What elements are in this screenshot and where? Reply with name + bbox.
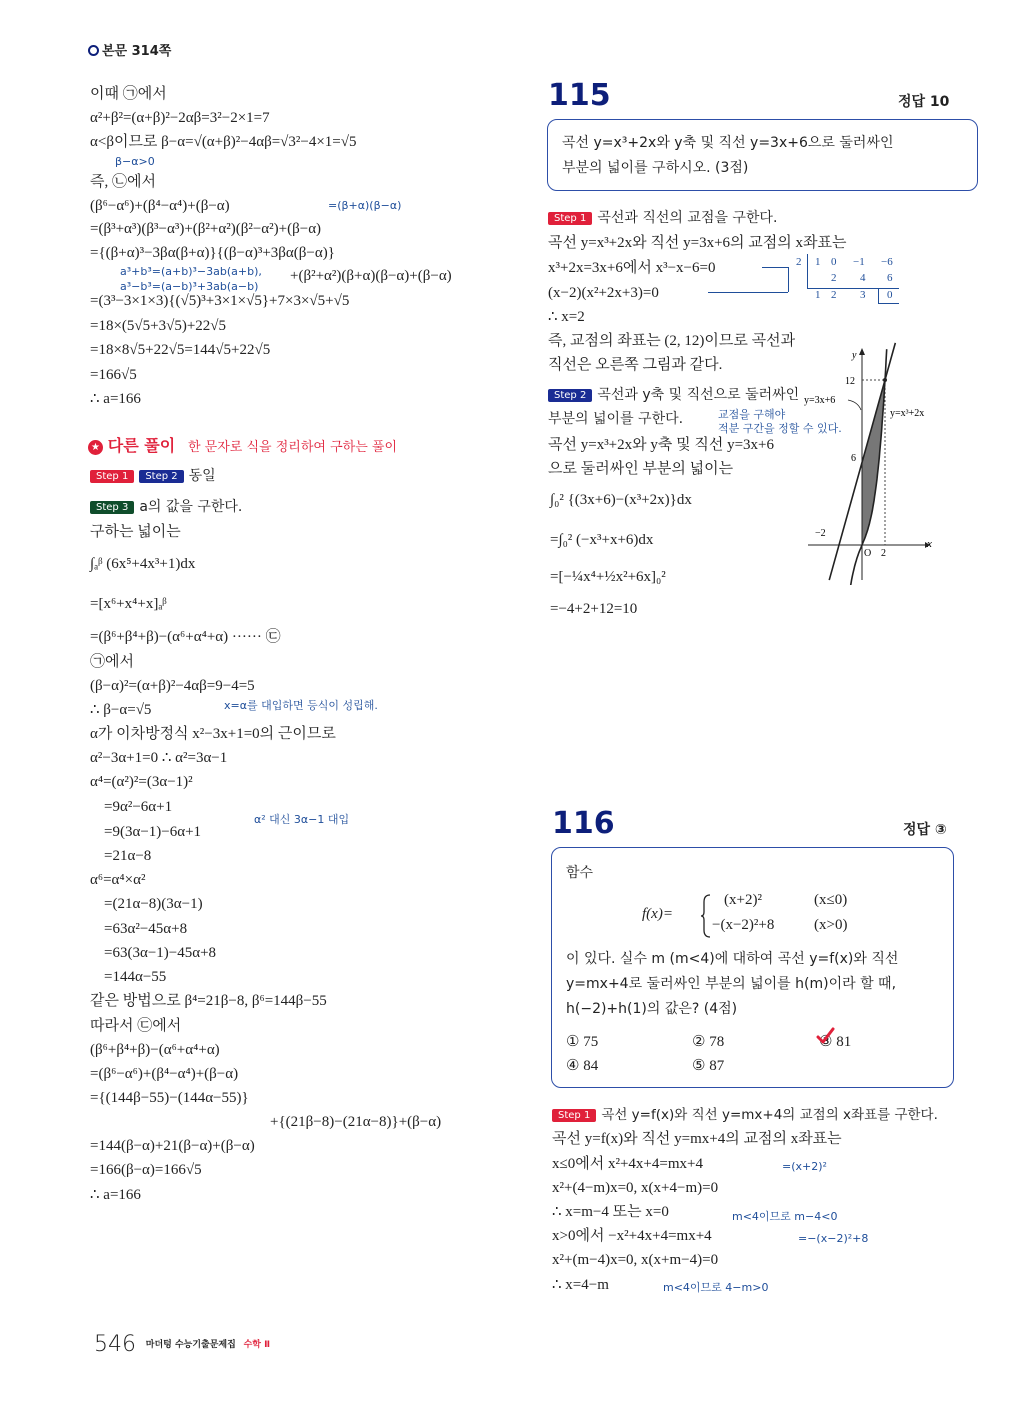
step1-row-115 xyxy=(548,207,777,227)
math-line: 곡선 y=x³+2x와 y축 및 직선 y=3x+6 xyxy=(548,437,775,453)
question-line: 이 있다. 실수 m (m<4)에 대하여 곡선 y=f(x)와 직선 xyxy=(566,951,899,967)
math-line: 곡선 y=f(x)와 직선 y=mx+4의 교점의 x좌표는 xyxy=(552,1131,842,1147)
note-case1: =(x+2)² xyxy=(782,1160,827,1173)
alt-step3-row xyxy=(90,496,242,516)
math-line: 곡선 y=x³+2x와 직선 y=3x+6의 교점의 x좌표는 xyxy=(548,235,847,251)
math-line: =9(3α−1)−6α+1 xyxy=(104,824,202,840)
step2-row-115 xyxy=(548,384,799,404)
math-line: ∫₀² {(3x+6)−(x³+2x)}dx xyxy=(550,492,692,508)
star-circle-icon: ★ xyxy=(88,440,103,455)
math-line: ={(β+α)³−3βα(β+α)}{(β−α)³+3βα(β−α)} xyxy=(90,245,335,261)
math-line: 즉, ㉡에서 xyxy=(90,174,156,190)
note-substitute: x=α를 대입하면 등식이 성립해. xyxy=(224,699,378,712)
coef: −1 xyxy=(853,256,865,268)
x2-label: 2 xyxy=(881,548,886,559)
intro: 함수 xyxy=(566,865,594,881)
step1-row-116 xyxy=(552,1103,938,1123)
book-title: 마더텅 수능기출문제집 xyxy=(145,1340,236,1350)
x-label: x xyxy=(927,538,932,550)
graph-115 xyxy=(800,340,960,585)
math-line: +{(21β−8)−(21α−8)}+(β−α) xyxy=(270,1114,442,1130)
problem-number-116: 116 xyxy=(552,806,615,841)
math-line: =9α²−6α+1 xyxy=(104,799,173,815)
math-line: 따라서 ㉢에서 xyxy=(90,1018,182,1034)
coef: 1 xyxy=(815,289,821,301)
choice-5[interactable]: ⑤ 87 xyxy=(692,1058,725,1074)
question-line: 곡선 y=x³+2x와 y축 및 직선 y=3x+6으로 둘러싸인 xyxy=(562,135,894,151)
coef: 1 xyxy=(815,256,821,268)
step1-badge: Step 1 xyxy=(552,1109,596,1122)
arrow-line xyxy=(788,267,789,292)
math-line: α²−3α+1=0 ∴ α²=3α−1 xyxy=(90,750,228,766)
math-line: =63(3α−1)−45α+8 xyxy=(104,945,217,961)
case1: (x+2)² xyxy=(724,892,762,908)
math-line: ∫ₐᵝ (6x⁵+4x³+1)dx xyxy=(90,556,196,572)
choice-3-selected[interactable]: ③ 81 xyxy=(819,1034,852,1050)
checkmark-icon xyxy=(815,1026,835,1046)
same-text: 동일 xyxy=(188,468,216,484)
question-line: y=mx+4로 둘러싸인 부분의 넓이를 h(m)이라 할 때, xyxy=(566,976,897,992)
math-line: =18×(5√5+3√5)+22√5 xyxy=(90,318,227,334)
subject: 수학 Ⅱ xyxy=(243,1340,271,1350)
coef: 3 xyxy=(860,289,866,301)
math-line: α⁶=α⁴×α² xyxy=(90,872,146,888)
curve-label: y=x³+2x xyxy=(890,408,925,419)
page-number: 546 xyxy=(94,1332,136,1357)
coef: −6 xyxy=(881,256,893,268)
math-line: ∴ a=166 xyxy=(90,1187,141,1203)
math-line: =144α−55 xyxy=(104,969,167,985)
cond2: (x>0) xyxy=(814,917,848,933)
math-line: x≤0에서 x²+4x+4=mx+4 xyxy=(552,1156,703,1172)
math-line: 직선은 오른쪽 그림과 같다. xyxy=(548,357,723,373)
question-line: 부분의 넓이를 구하시오. (3점) xyxy=(562,160,749,176)
coef: 2 xyxy=(831,272,837,284)
answer-116: 정답 ③ xyxy=(903,822,947,838)
arrow-line xyxy=(708,292,788,293)
step1-badge: Step 1 xyxy=(548,212,592,225)
synthetic-division xyxy=(793,254,903,304)
circle-bullet-icon xyxy=(88,45,99,56)
question-line: h(−2)+h(1)의 값은? (4점) xyxy=(566,1001,738,1017)
note-intersection: 교점을 구해야 xyxy=(718,408,786,421)
fx-label: f(x)= xyxy=(642,906,673,922)
y12-label: 12 xyxy=(845,376,855,387)
math-line: 같은 방법으로 β⁴=21β−8, β⁶=144β−55 xyxy=(90,993,327,1009)
step2-text-cont: 부분의 넓이를 구한다. xyxy=(548,411,684,427)
choice-1[interactable]: ① 75 xyxy=(566,1034,599,1050)
coef: 2 xyxy=(831,289,837,301)
alt-solution-subtitle: 한 문자로 식을 정리하여 구하는 풀이 xyxy=(187,440,398,455)
step1-text: 곡선 y=f(x)와 직선 y=mx+4의 교점의 x좌표를 구한다. xyxy=(601,1107,938,1123)
note-case2: =−(x−2)²+8 xyxy=(798,1232,869,1245)
step3-badge: Step 3 xyxy=(90,501,134,514)
math-line: =144(β−α)+21(β−α)+(β−α) xyxy=(90,1138,255,1154)
y6-label: 6 xyxy=(851,453,856,464)
math-line: 이때 ㉠에서 xyxy=(90,86,167,102)
y-label: y xyxy=(852,350,857,361)
footer xyxy=(94,1332,270,1357)
math-line: (β⁶+β⁴+β)−(α⁶+α⁴+α) xyxy=(90,1042,220,1058)
math-line: x²+(m−4)x=0, x(x+m−4)=0 xyxy=(552,1252,719,1268)
math-line: ={(144β−55)−(144α−55)} xyxy=(90,1090,249,1106)
note-m-minus-4: m<4이므로 m−4<0 xyxy=(732,1210,838,1223)
math-line: ∴ β−α=√5 xyxy=(90,702,152,718)
shaded-region xyxy=(862,380,885,544)
note-factor: =(β+α)(β−α) xyxy=(328,199,402,212)
problem-box-116 xyxy=(551,847,954,1088)
coef: 6 xyxy=(887,272,893,284)
case2: −(x−2)²+8 xyxy=(712,917,775,933)
math-line: =(β⁶+β⁴+β)−(α⁶+α⁴+α) ······ ㉢ xyxy=(90,629,281,645)
math-line: =166(β−α)=166√5 xyxy=(90,1162,202,1178)
note-replace: α² 대신 3α−1 대입 xyxy=(254,813,350,826)
alt-solution-header xyxy=(88,433,397,456)
line-label: y=3x+6 xyxy=(804,395,836,406)
problem-box-115 xyxy=(547,119,978,191)
math-line: =(21α−8)(3α−1) xyxy=(104,896,203,912)
math-line: ∴ a=166 xyxy=(90,391,141,407)
math-line: +(β²+α²)(β+α)(β−α)+(β−α) xyxy=(290,268,452,284)
coef: 4 xyxy=(860,272,866,284)
page-reference xyxy=(88,40,171,59)
math-line: ㉠에서 xyxy=(90,654,134,670)
brace-icon xyxy=(700,894,712,938)
remainder: 0 xyxy=(887,289,893,301)
math-line: α²+β²=(α+β)²−2αβ=3²−2×1=7 xyxy=(90,110,270,126)
step2-badge: Step 2 xyxy=(548,389,592,402)
note-4-minus-m: m<4이므로 4−m>0 xyxy=(663,1281,769,1294)
divisor: 2 xyxy=(796,256,802,268)
step2-badge: Step 2 xyxy=(139,470,183,483)
choice-4[interactable]: ④ 84 xyxy=(566,1058,599,1074)
math-line: ∴ x=4−m xyxy=(552,1277,609,1293)
origin-label: O xyxy=(864,548,872,559)
xm2-label: −2 xyxy=(815,528,826,539)
note-cube-sum: a³+b³=(a+b)³−3ab(a+b), xyxy=(120,265,262,278)
math-line: =63α²−45α+8 xyxy=(104,921,188,937)
math-line: =21α−8 xyxy=(104,848,152,864)
label-leader xyxy=(848,400,861,410)
math-line: =166√5 xyxy=(90,367,137,383)
intersection-point xyxy=(883,378,887,382)
math-line: =(β⁶−α⁶)+(β⁴−α⁴)+(β−α) xyxy=(90,1066,239,1082)
math-line: (x−2)(x²+2x+3)=0 xyxy=(548,285,659,301)
step1-text: 곡선과 직선의 교점을 구한다. xyxy=(597,210,778,226)
math-line: ∴ x=2 xyxy=(548,309,585,325)
math-line: α<β이므로 β−α=√(α+β)²−4αβ=√3²−4×1=√5 xyxy=(90,134,357,150)
math-line: x>0에서 −x²+4x+4=mx+4 xyxy=(552,1228,712,1244)
math-line: (β⁶−α⁶)+(β⁴−α⁴)+(β−α) xyxy=(90,198,230,214)
note-cube-diff: a³−b³=(a−b)³+3ab(a−b) xyxy=(120,280,259,293)
math-line: 구하는 넓이는 xyxy=(90,524,181,540)
note-beta-minus-alpha: β−α>0 xyxy=(115,155,155,168)
problem-number-115: 115 xyxy=(548,78,611,113)
step3-text: a의 값을 구한다. xyxy=(139,499,243,515)
math-line: =18×8√5+22√5=144√5+22√5 xyxy=(90,342,271,358)
alt-step12-row xyxy=(90,465,216,485)
math-line: α가 이차방정식 x²−3x+1=0의 근이므로 xyxy=(90,726,336,742)
step1-badge: Step 1 xyxy=(90,470,134,483)
math-line: =−4+2+12=10 xyxy=(550,601,638,617)
page-ref-text: 본문 314쪽 xyxy=(102,44,172,59)
math-line: (β−α)²=(α+β)²−4αβ=9−4=5 xyxy=(90,678,255,694)
choice-2[interactable]: ② 78 xyxy=(692,1034,725,1050)
math-line: 으로 둘러싸인 부분의 넓이는 xyxy=(548,461,734,477)
cond1: (x≤0) xyxy=(814,892,848,908)
math-line: =(3³−3×1×3){(√5)³+3×1×√5}+7×3×√5+√5 xyxy=(90,293,350,309)
answer-115: 정답 10 xyxy=(898,94,950,110)
math-line: x²+(4−m)x=0, x(x+4−m)=0 xyxy=(552,1180,719,1196)
math-line: =[x⁶+x⁴+x]ₐᵝ xyxy=(90,596,167,612)
math-line: x³+2x=3x+6에서 x³−x−6=0 xyxy=(548,260,716,276)
step2-text: 곡선과 y축 및 직선으로 둘러싸인 xyxy=(597,387,800,403)
math-line: α⁴=(α²)²=(3α−1)² xyxy=(90,774,193,790)
note-interval: 적분 구간을 정할 수 있다. xyxy=(718,422,842,435)
coef: 0 xyxy=(831,256,837,268)
math-line: =[−¼x⁴+½x²+6x]₀² xyxy=(550,569,666,585)
math-line: 즉, 교점의 좌표는 (2, 12)이므로 곡선과 xyxy=(548,333,796,349)
math-line: ∴ x=m−4 또는 x=0 xyxy=(552,1204,669,1220)
math-line: =∫₀² (−x³+x+6)dx xyxy=(550,532,654,548)
math-line: =(β³+α³)(β³−α³)+(β²+α²)(β²−α²)+(β−α) xyxy=(90,221,322,237)
alt-solution-title: 다른 풀이 xyxy=(107,436,176,455)
arrow-line xyxy=(762,267,788,268)
y-axis-arrow-icon xyxy=(859,348,865,355)
